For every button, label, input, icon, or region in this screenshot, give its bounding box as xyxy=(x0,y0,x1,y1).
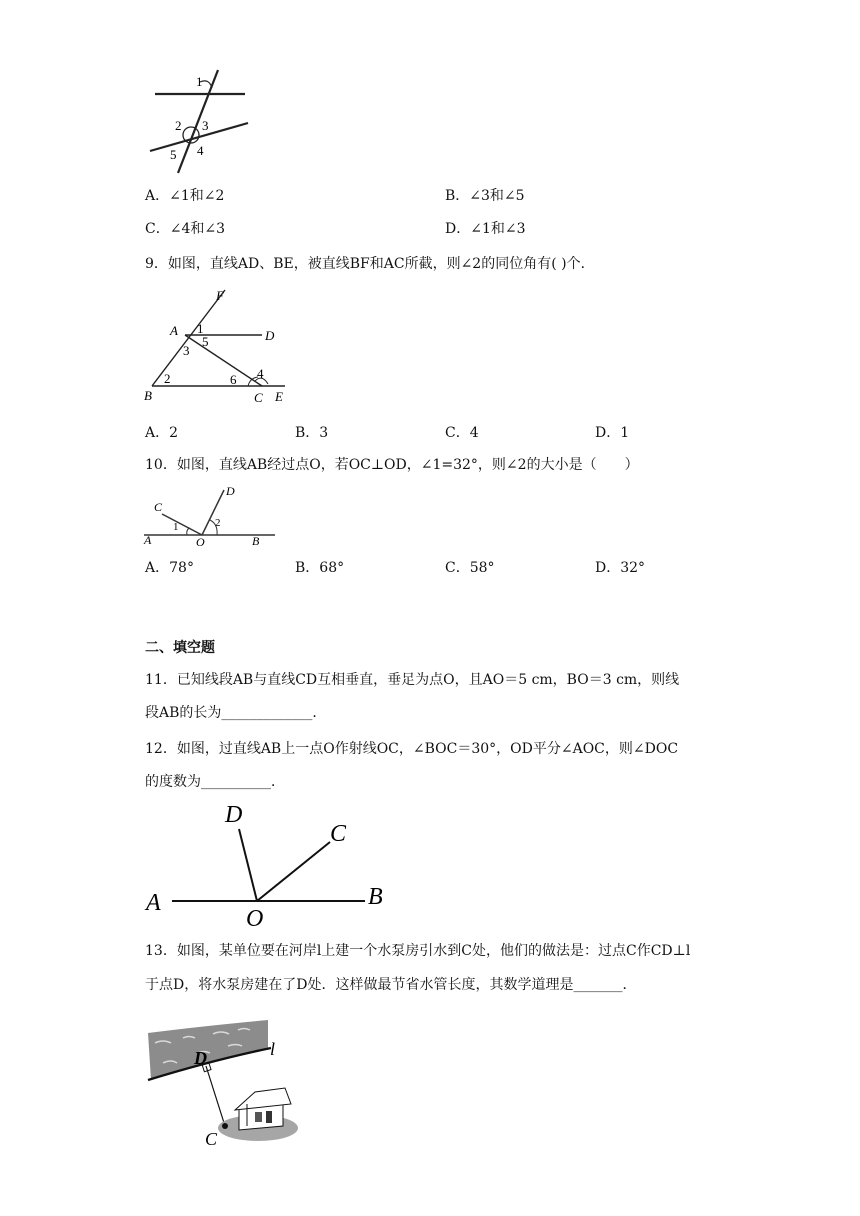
point-label-D: D xyxy=(194,1048,207,1068)
option-letter: C． xyxy=(445,560,470,576)
option-text: 68° xyxy=(319,560,345,576)
point-label-B: B xyxy=(144,388,152,403)
figure-q12 xyxy=(140,798,395,930)
point-label-l: l xyxy=(270,1039,276,1059)
q13-line-1: 13．如图，某单位要在河岸l上建一个水泵房引水到C处，他们的做法是：过点C作CD⊥l xyxy=(145,943,691,959)
angle-label-4: 4 xyxy=(197,143,204,158)
option-letter: C． xyxy=(445,425,470,441)
option-letter: D． xyxy=(445,221,471,237)
point-label-B: B xyxy=(368,884,383,910)
angle-label-5: 5 xyxy=(202,334,209,349)
point-label-O: O xyxy=(246,906,264,930)
option-text: ∠1和∠2 xyxy=(169,188,225,204)
option-letter: C． xyxy=(145,221,170,237)
point-label-C: C xyxy=(254,390,263,405)
option-text: 32° xyxy=(620,560,646,576)
angle-label-1: 1 xyxy=(197,321,204,336)
q12-line-2: 的度数为__________． xyxy=(145,774,285,790)
option-text: ∠4和∠3 xyxy=(169,221,225,237)
angle-label-3: 3 xyxy=(202,118,209,133)
option-text: ∠3和∠5 xyxy=(469,188,525,204)
q8-option-a[interactable] xyxy=(145,186,224,206)
angle-label-4: 4 xyxy=(257,366,264,381)
q8-option-d[interactable] xyxy=(445,219,526,239)
option-letter: A． xyxy=(145,425,170,441)
q13-line-2: 于点D，将水泵房建在了D处．这样做最节省水管长度，其数学道理是_______． xyxy=(145,977,637,993)
point-label-C: C xyxy=(205,1129,218,1149)
point-label-A: A xyxy=(146,890,161,916)
q9-option-a[interactable] xyxy=(145,423,178,443)
angle-label-1: 1 xyxy=(196,74,203,89)
point-label-C: C xyxy=(330,821,347,847)
point-label-E: E xyxy=(275,389,283,404)
option-letter: B． xyxy=(445,188,470,204)
q9-text: 9．如图，直线AD、BE，被直线BF和AC所截，则∠2的同位角有( )个． xyxy=(145,256,595,272)
angle-label-1: 1 xyxy=(173,521,179,533)
angle-label-3: 3 xyxy=(183,343,190,358)
option-letter: D． xyxy=(595,425,621,441)
q10-text: 10．如图，直线AB经过点O，若OC⊥OD，∠1=32°，则∠2的大小是（ ） xyxy=(145,457,639,473)
point-label-D: D xyxy=(225,802,243,828)
point-label-B: B xyxy=(252,534,260,548)
figure-q10 xyxy=(140,482,280,548)
option-letter: B． xyxy=(295,560,320,576)
option-letter: A． xyxy=(145,188,170,204)
angle-label-5: 5 xyxy=(170,147,177,162)
option-text: 2 xyxy=(169,425,179,441)
q12-line-1: 12．如图，过直线AB上一点O作射线OC，∠BOC＝30°，OD平分∠AOC，则∠DOC xyxy=(145,741,679,757)
option-letter: A． xyxy=(145,560,170,576)
option-letter: D． xyxy=(595,560,621,576)
q8-option-c[interactable] xyxy=(145,219,225,239)
figure-q9 xyxy=(140,284,300,408)
angle-label-6: 6 xyxy=(230,372,237,387)
point-label-A: A xyxy=(170,323,178,338)
option-text: 3 xyxy=(319,425,329,441)
q9-option-d[interactable] xyxy=(595,423,629,443)
figure-q13 xyxy=(143,1008,308,1153)
point-label-F: F xyxy=(216,288,224,303)
q11-line-1: 11．已知线段AB与直线CD互相垂直，垂足为点O，且AO＝5 cm，BO＝3 cm，则线 xyxy=(145,672,680,688)
q10-option-c[interactable] xyxy=(445,558,495,578)
point-label-D: D xyxy=(226,484,235,498)
angle-label-2: 2 xyxy=(215,517,221,529)
q8-option-b[interactable] xyxy=(445,186,525,206)
q10-option-d[interactable] xyxy=(595,558,645,578)
q9-option-b[interactable] xyxy=(295,423,328,443)
point-label-O: O xyxy=(196,535,205,548)
option-text: ∠1和∠3 xyxy=(470,221,526,237)
option-text: 58° xyxy=(469,560,495,576)
figure-angles-1-5 xyxy=(145,68,255,178)
option-letter: B． xyxy=(295,425,320,441)
point-label-D: D xyxy=(265,328,275,343)
q10-option-a[interactable] xyxy=(145,558,194,578)
section-title: 二、填空题 xyxy=(145,640,215,656)
option-text: 1 xyxy=(620,425,630,441)
option-text: 78° xyxy=(169,560,194,576)
q10-option-b[interactable] xyxy=(295,558,344,578)
point-label-A: A xyxy=(144,533,152,547)
q11-line-2: 段AB的长为_____________． xyxy=(145,705,327,721)
point-label-C: C xyxy=(154,500,163,514)
angle-label-2: 2 xyxy=(175,118,182,133)
q9-option-c[interactable] xyxy=(445,423,479,443)
angle-label-2: 2 xyxy=(164,371,171,386)
option-text: 4 xyxy=(469,425,479,441)
